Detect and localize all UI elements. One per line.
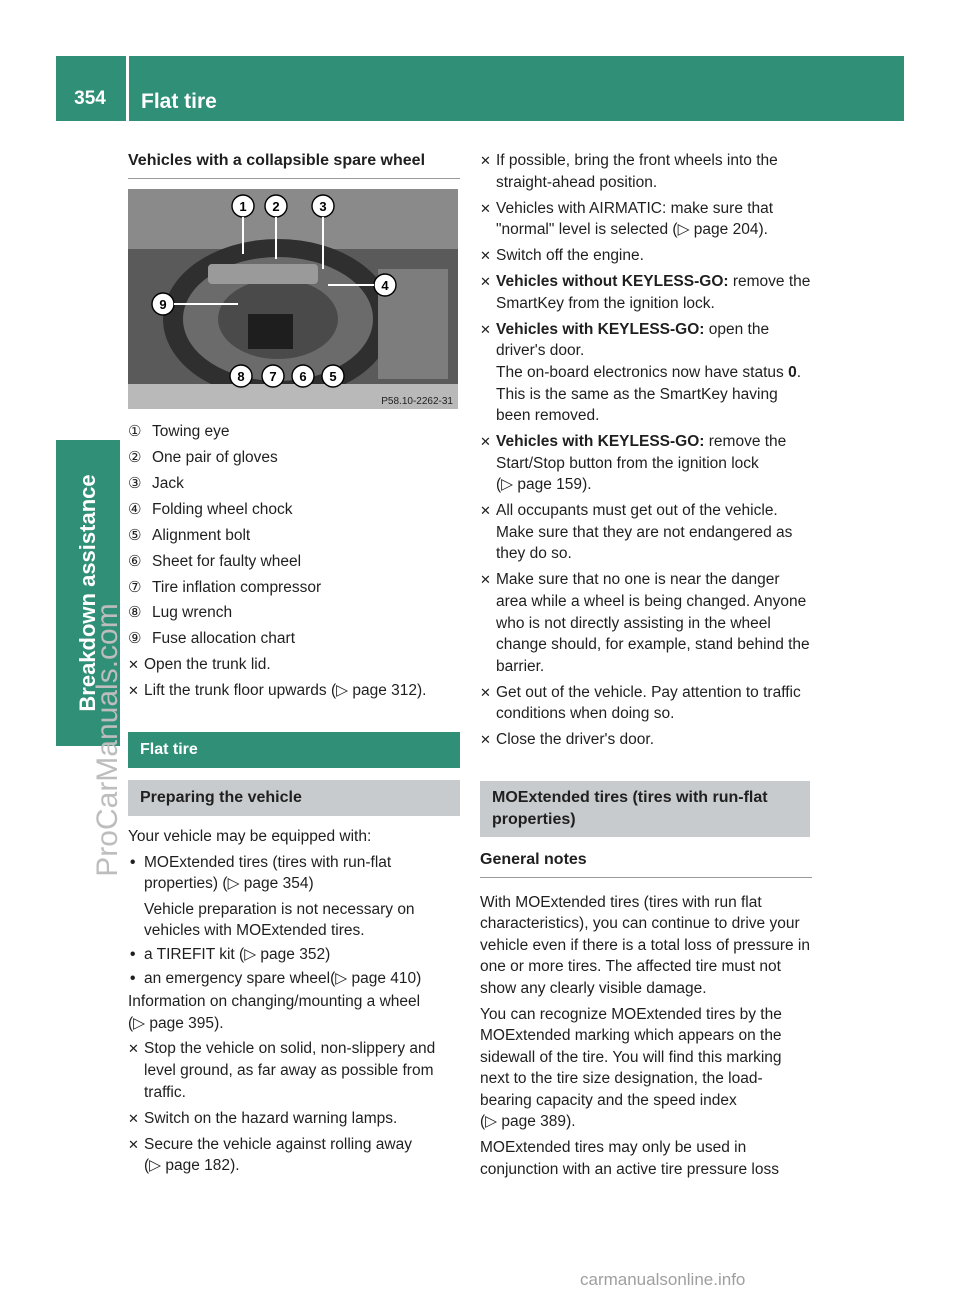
step-item — [480, 682, 812, 725]
callout-5: 5 — [329, 368, 337, 384]
legend-item — [128, 628, 460, 650]
legend-label: Sheet for faulty wheel — [152, 552, 302, 570]
bullet-icon: • — [130, 853, 136, 871]
step-arrow-icon: ✕ — [128, 657, 139, 673]
side-tab-label: Breakdown assistance — [75, 474, 100, 712]
step-item — [480, 150, 812, 193]
step-item — [128, 1108, 460, 1130]
left-column — [128, 150, 460, 1181]
bullet-icon: • — [130, 946, 136, 963]
legend-number: ⑧ — [128, 604, 142, 622]
page-reference-link[interactable]: ▷ page 354 — [227, 875, 309, 893]
step-arrow-icon: ✕ — [128, 1110, 139, 1126]
band-moextended: MOExtended tires (tires with run-flat properties) — [480, 781, 810, 837]
page-title: Flat tire — [141, 90, 217, 113]
page-reference-link[interactable]: ▷ page 352 — [244, 946, 326, 963]
legend-label: Lug wrench — [152, 604, 233, 622]
step-text: Get out of the vehicle. Pay attention to traffic conditions when doing so. — [496, 683, 801, 723]
paragraph: With MOExtended tires (tires with run flat characteristics), you can continue to drive your vehicle even if there is a total loss of pressure in one or more tires. The affected tire must not show any clearly visible damage. — [480, 893, 810, 997]
step-arrow-icon: ✕ — [480, 732, 491, 748]
step-text: Vehicles without KEYLESS-GO: remove the SmartKey from the ignition lock. — [496, 273, 811, 312]
step-arrow-icon: ✕ — [480, 684, 491, 700]
legend-label: One pair of gloves — [152, 448, 278, 466]
step-item — [128, 680, 460, 702]
legend-item — [128, 421, 460, 443]
legend-label: Towing eye — [152, 422, 230, 440]
step-item — [480, 271, 812, 314]
footer-watermark: carmanualsonline.info — [580, 1270, 746, 1289]
band-flat-tire: Flat tire — [128, 732, 460, 768]
step-item — [128, 1038, 460, 1103]
step-item — [128, 654, 460, 676]
legend-number: ② — [128, 448, 142, 466]
legend-number: ③ — [128, 474, 142, 492]
callout-6: 6 — [299, 368, 307, 384]
step-arrow-icon: ✕ — [128, 1136, 139, 1152]
legend-item — [128, 499, 460, 521]
page-reference-link[interactable]: ▷ page 395 — [133, 1014, 215, 1032]
step-text: Vehicles with KEYLESS-GO: remove the Start/Stop button from the ignition lock (▷ page 159). — [496, 433, 787, 494]
legend-number: ⑤ — [128, 526, 142, 544]
legend-label: Fuse allocation chart — [152, 630, 296, 648]
page-reference-link[interactable]: ▷ page 204 — [677, 221, 759, 239]
figure-code: P58.10-2262-31 — [381, 395, 453, 407]
callout-8: 8 — [237, 368, 245, 384]
header-divider — [126, 56, 129, 121]
step-text: All occupants must get out of the vehicle. Make sure that they are not endangered as they do so. — [496, 502, 793, 563]
paragraph: MOExtended tires may only be used in conjunction with an active tire pressure loss — [480, 1139, 779, 1178]
legend-label: Jack — [152, 474, 184, 492]
legend-item — [128, 551, 460, 573]
bullet-icon: • — [130, 969, 136, 987]
legend-item — [128, 525, 460, 547]
legend-item — [128, 602, 460, 624]
page-number: 354 — [74, 88, 106, 109]
step-text: Stop the vehicle on solid, non-slippery and level ground, as far away as possible from traffic. — [144, 1040, 436, 1101]
legend-number: ⑨ — [128, 630, 142, 648]
callout-1: 1 — [239, 198, 247, 214]
spare-wheel-illustration — [128, 189, 458, 409]
page-reference-link[interactable]: ▷ page 182 — [149, 1157, 231, 1175]
step-item — [480, 569, 812, 677]
intro-text: Your vehicle may be equipped with: — [128, 828, 372, 846]
step-arrow-icon: ✕ — [480, 200, 491, 216]
page-reference-link[interactable]: ▷ page 410 — [335, 969, 417, 987]
step-item — [480, 319, 812, 427]
bullet-text: a TIREFIT kit (▷ page 352) — [144, 946, 331, 963]
legend-label: Tire inflation compressor — [152, 578, 322, 596]
step-arrow-icon: ✕ — [480, 503, 491, 519]
legend-list — [128, 421, 460, 650]
page-reference-link[interactable]: ▷ page 312 — [336, 682, 418, 700]
bullet-item — [128, 968, 460, 990]
page-reference-link[interactable]: ▷ page 389 — [485, 1113, 567, 1131]
bullet-item — [128, 852, 460, 942]
legend-item — [128, 577, 460, 599]
step-arrow-icon: ✕ — [480, 434, 491, 450]
callout-7: 7 — [269, 368, 277, 384]
step-item — [480, 198, 812, 241]
legend-number: ⑦ — [128, 578, 142, 596]
step-arrow-icon: ✕ — [480, 274, 491, 290]
bullet-text: MOExtended tires (tires with run-flat properties) (▷ page 354) Vehicle preparation is not necessary on vehicles with MOExtended tires. — [144, 853, 415, 940]
step-text: Vehicles with KEYLESS-GO: open the driver's door. The on-board electronics now have status 0. This is the same as the SmartKey having been removed. — [496, 320, 802, 425]
paragraph: You can recognize MOExtended tires by the MOExtended marking which appears on the sidewall of the tire. You will find this marking next to the tire size designation, the load-bearing capacity and the speed index (▷ page 389). — [480, 1005, 782, 1131]
bullet-text: an emergency spare wheel(▷ page 410) — [144, 969, 422, 987]
step-item — [480, 500, 812, 565]
legend-number: ① — [128, 422, 142, 440]
step-item — [128, 1134, 460, 1177]
callout-3: 3 — [319, 198, 327, 214]
info-text: Information on changing/mounting a wheel (▷ page 395). — [128, 993, 421, 1032]
spare-wheel-figure — [128, 189, 458, 409]
legend-label: Folding wheel chock — [152, 500, 293, 518]
general-notes-title: General notes — [480, 849, 812, 878]
callout-4: 4 — [381, 277, 389, 293]
section-title: Vehicles with a collapsible spare wheel — [128, 150, 460, 179]
watermark-text: ProCarManuals.com — [91, 603, 124, 877]
right-column — [480, 150, 812, 1184]
legend-number: ⑥ — [128, 552, 142, 570]
legend-label: Alignment bolt — [152, 526, 251, 544]
step-arrow-icon: ✕ — [480, 248, 491, 264]
step-text: Make sure that no one is near the danger area while a wheel is being changed. Anyone who is not directly assisting in the wheel change should, for example, stand behind the barrier. — [496, 571, 810, 675]
bullet-item — [128, 944, 460, 966]
step-item — [480, 245, 812, 267]
callout-9: 9 — [159, 296, 167, 312]
step-text: Open the trunk lid. — [144, 656, 271, 674]
callout-2: 2 — [272, 198, 280, 214]
legend-number: ④ — [128, 500, 142, 518]
step-arrow-icon: ✕ — [128, 1041, 139, 1057]
step-text: Vehicles with AIRMATIC: make sure that "normal" level is selected (▷ page 204). — [496, 199, 774, 239]
step-arrow-icon: ✕ — [480, 153, 491, 168]
step-arrow-icon: ✕ — [480, 572, 491, 588]
step-text: Lift the trunk floor upwards (▷ page 312). — [144, 682, 427, 700]
page-reference-link[interactable]: ▷ page 159 — [501, 476, 583, 494]
step-item — [480, 431, 812, 496]
step-text: If possible, bring the front wheels into the straight-ahead position. — [496, 152, 778, 191]
step-arrow-icon: ✕ — [480, 321, 491, 337]
step-text: Switch off the engine. — [496, 247, 644, 265]
legend-item — [128, 447, 460, 469]
step-text: Secure the vehicle against rolling away (▷ page 182). — [144, 1135, 412, 1175]
band-preparing-vehicle: Preparing the vehicle — [128, 780, 460, 816]
step-text: Close the driver's door. — [496, 731, 655, 749]
step-item — [480, 729, 812, 751]
step-arrow-icon: ✕ — [128, 683, 139, 699]
legend-item — [128, 473, 460, 495]
step-text: Switch on the hazard warning lamps. — [144, 1109, 398, 1127]
